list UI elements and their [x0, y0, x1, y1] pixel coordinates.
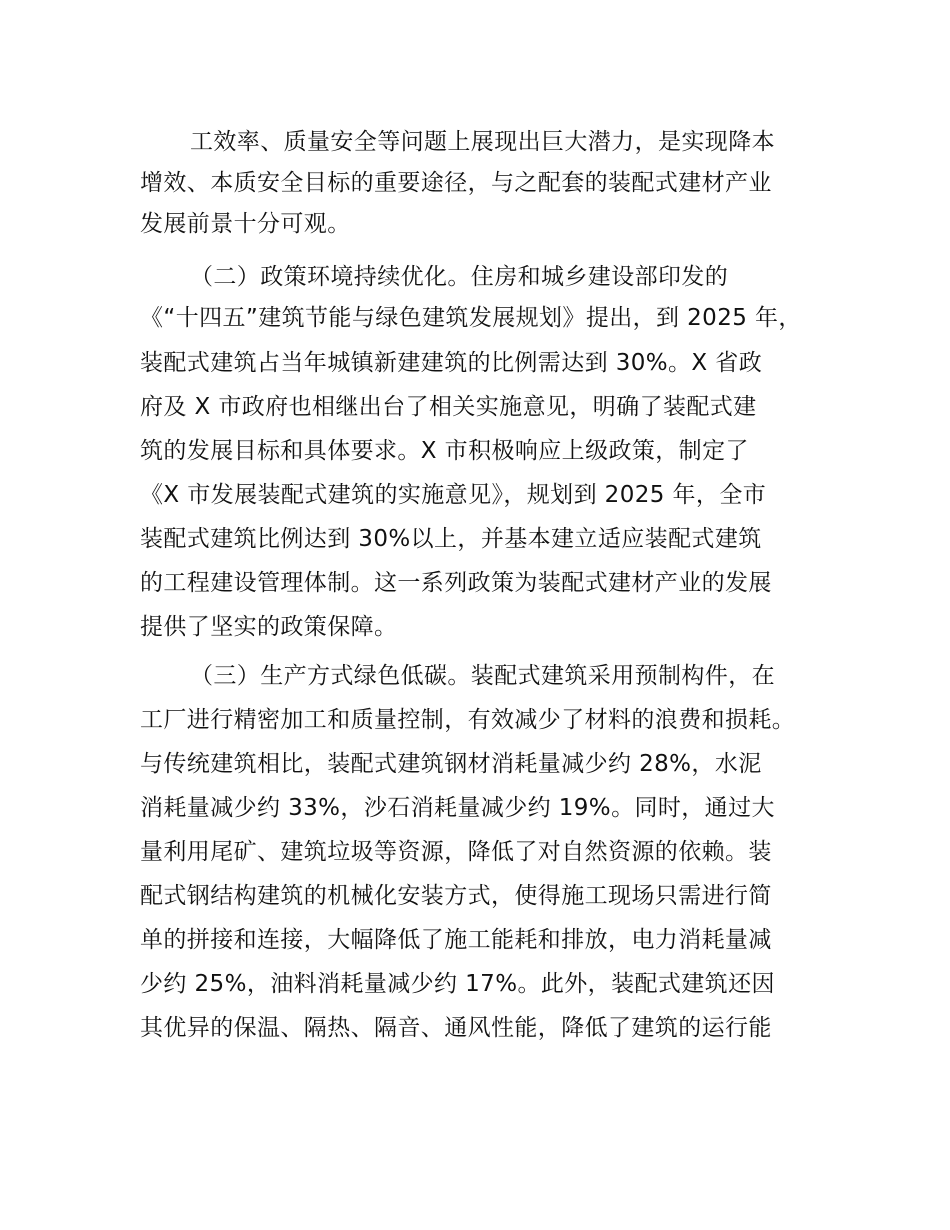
paragraph-line: 少约 25%，油料消耗量减少约 17%。此外，装配式建筑还因: [140, 971, 775, 997]
paragraph-line: 工厂进行精密加工和质量控制，有效减少了材料的浪费和损耗。: [140, 707, 796, 733]
paragraph-line: 发展前景十分可观。: [140, 211, 351, 237]
paragraph-line: 单的拼接和连接，大幅降低了施工能耗和排放，电力消耗量减: [140, 927, 772, 953]
paragraph-line: 其优异的保温、隔热、隔音、通风性能，降低了建筑的运行能: [140, 1015, 772, 1041]
paragraph-line: 府及 X 市政府也相继出台了相关实施意见，明确了装配式建: [140, 394, 757, 420]
paragraph-line: 提供了坚实的政策保障。: [140, 614, 398, 640]
paragraph-line: 筑的发展目标和具体要求。X 市积极响应上级政策，制定了: [140, 438, 749, 464]
section-heading-line: （二）政策环境持续优化。住房和城乡建设部印发的: [190, 264, 729, 290]
paragraph-line: 配式钢结构建筑的机械化安装方式，使得施工现场只需进行简: [140, 883, 772, 909]
section-heading-line: （三）生产方式绿色低碳。装配式建筑采用预制构件，在: [190, 663, 775, 689]
paragraph-line: 装配式建筑比例达到 30%以上，并基本建立适应装配式建筑: [140, 526, 762, 552]
paragraph-line: 《X 市发展装配式建筑的实施意见》，规划到 2025 年，全市: [140, 482, 767, 508]
paragraph-line: 《“十四五”建筑节能与绿色建筑发展规划》提出，到 2025 年，: [140, 305, 802, 331]
paragraph-line: 消耗量减少约 33%，沙石消耗量减少约 19%。同时，通过大: [140, 795, 775, 821]
paragraph-line: 的工程建设管理体制。这一系列政策为装配式建材产业的发展: [140, 570, 772, 596]
paragraph-line: 增效、本质安全目标的重要途径，与之配套的装配式建材产业: [140, 170, 772, 196]
paragraph-line: 工效率、质量安全等问题上展现出巨大潜力，是实现降本: [190, 129, 775, 155]
paragraph-line: 量利用尾矿、建筑垃圾等资源，降低了对自然资源的依赖。装: [140, 839, 772, 865]
paragraph-line: 与传统建筑相比，装配式建筑钢材消耗量减少约 28%，水泥: [140, 751, 762, 777]
paragraph-line: 装配式建筑占当年城镇新建建筑的比例需达到 30%。X 省政: [140, 350, 763, 376]
